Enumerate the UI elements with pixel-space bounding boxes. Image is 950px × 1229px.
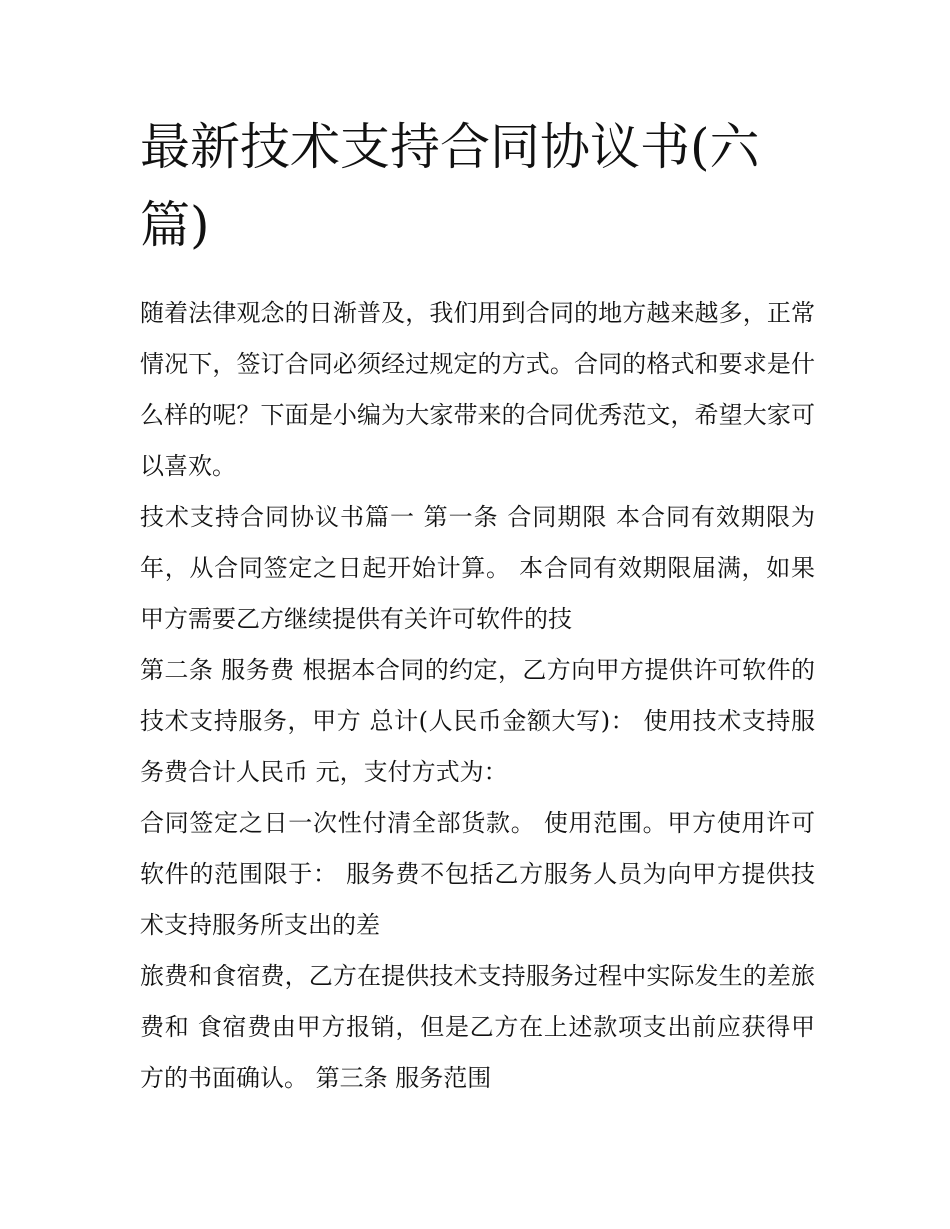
document-page (140, 108, 815, 1104)
paragraph-payment-scope: 合同签定之日一次性付清全部货款。 使用范围。甲方使用许可软件的范围限于： 服务费不包括乙方服务人员为向甲方提供技术支持服务所支出的差 (140, 809, 815, 939)
paragraph-article-2: 第二条 服务费 根据本合同的约定，乙方向甲方提供许可软件的技术支持服务，甲方 总计(人民币金额大写)： 使用技术支持服务费合计人民币 元，支付方式为： (140, 656, 815, 786)
document-body (140, 288, 815, 1104)
document-title: 最新技术支持合同协议书(六篇) (140, 118, 760, 254)
paragraph-article-1: 技术支持合同协议书篇一 第一条 合同期限 本合同有效期限为年，从合同签定之日起开始计算。 本合同有效期限届满，如果甲方需要乙方继续提供有关许可软件的技 (140, 503, 815, 633)
paragraph-intro: 随着法律观念的日渐普及，我们用到合同的地方越来越多，正常情况下，签订合同必须经过规定的方式。合同的格式和要求是什么样的呢？下面是小编为大家带来的合同优秀范文，希望大家可以喜欢。 (140, 299, 815, 480)
paragraph-travel-expenses: 旅费和食宿费，乙方在提供技术支持服务过程中实际发生的差旅费和 食宿费由甲方报销，但是乙方在上述款项支出前应获得甲方的书面确认。 第三条 服务范围 (140, 962, 815, 1092)
